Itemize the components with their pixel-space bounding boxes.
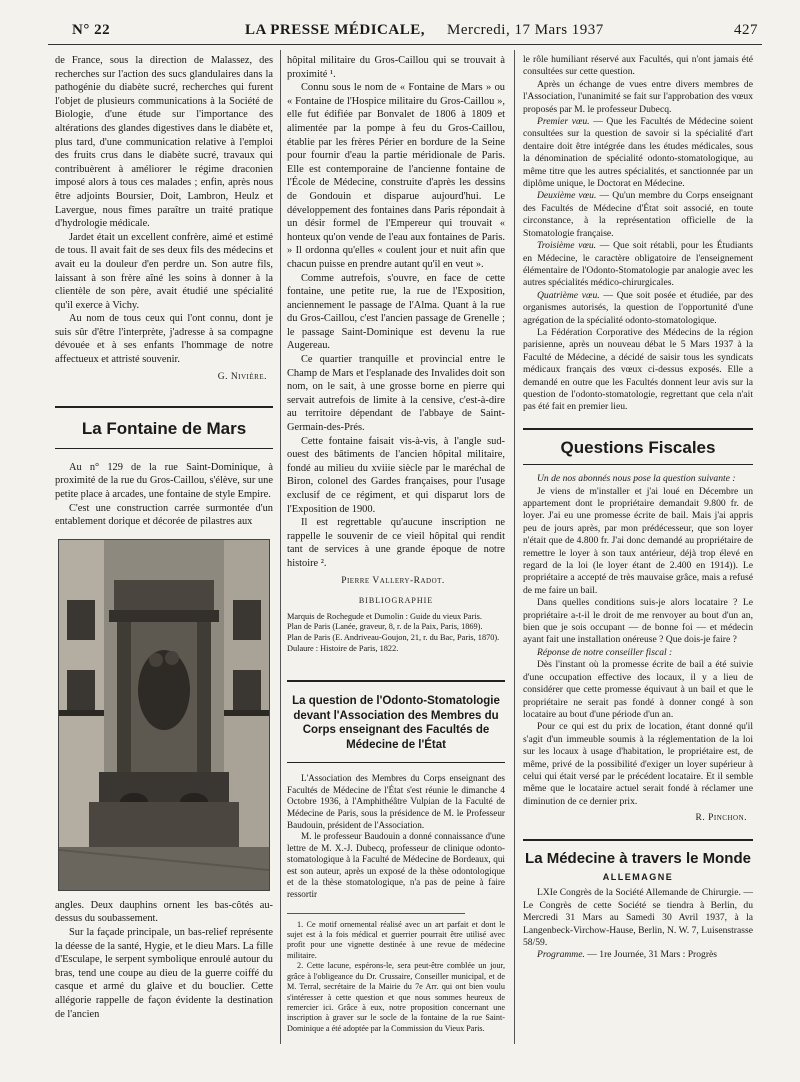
country-heading: ALLEMAGNE <box>602 871 674 882</box>
vow-text: — Que soit posée et étudiée, par des organismes autorisés, la question de l'opportunité d'une agrégation de la spécialité odonto-stomatologique. <box>523 289 753 326</box>
section-rule <box>287 762 505 763</box>
section-rule <box>287 680 505 682</box>
paragraph: Ce quartier tranquille et provincial entre le Champ de Mars et l'esplanade des Invalides doit son nom, on le sait, à une grosse borne en pierre qui servait autrefois de limite à la censive, c'est-à-dire au territoire dépendant de l'abbaye de Saint-Germain-des-Prés. <box>287 354 505 434</box>
article-heading: La question de l'Odonto-Stomatologie devant l'Association des Membres du Corps enseignant des Facultés de Médecine de l'État <box>292 695 500 751</box>
paragraph: C'est une construction carrée surmontée d'un entablement dorique et décorée de pilastres aux <box>55 502 273 528</box>
vow-2 <box>523 190 753 240</box>
paragraph: Jardet était un excellent confrère, aimé et estimé de tous. Il avait fait de ses deux fils des médecins et avait eu la douleur d'en perdre un. Son autre fils, laissant à son frère aîné les soins à donner à la clientèle de son père, avait étudié une spécialité qu'il exerce à Vichy. <box>55 231 273 311</box>
vow-label: Premier vœu. <box>537 116 590 128</box>
vow-4 <box>523 290 753 327</box>
footnotes <box>287 920 505 1034</box>
paragraph: Dans quelles conditions suis-je alors locataire ? Le propriétaire a-t-il le droit de me renvoyer au bout d'un an, bien que je sois occupant — de bonne foi — et médecin ayant fait une installation onéreuse ? Que dois-je faire ? <box>523 597 753 646</box>
program-label: Programme. <box>537 949 585 961</box>
paragraph: Sur la façade principale, un bas-relief représente la déesse de la santé, Hygie, et le dieu Mars. La fille d'Esculape, le serpent symbolique enroulé autour du bras, tend une coupe au dieu de la guerre coiffé du casque et armé du glaive et du bouclier. Cette allégorie rappelle de façon évidente la destination de l'ancien <box>55 927 273 1020</box>
paragraph: L'Association des Membres du Corps enseignant des Facultés de Médecine de l'État s'est réunie le dimanche 4 Octobre 1936, à l'Amphithéâtre Vulpian de la Faculté de Médecine de Paris, sous la présidence de M. le Professeur Baudouin, président de l'Association. <box>287 773 505 830</box>
paragraph: Au n° 129 de la rue Saint-Dominique, à proximité de la rue du Gros-Caillou, s'élève, sur une petite place à arcades, une fontaine de style Empire. <box>55 461 273 501</box>
paragraph: angles. Deux dauphins ornent les bas-côtés au-dessus du soubassement. <box>55 899 273 925</box>
column-3 <box>523 54 753 962</box>
intro-text: Un de nos abonnés nous pose la question suivante : <box>537 473 736 485</box>
vow-text: — Que les Facultés de Médecine soient consultées sur la question de savoir si la spécialité d'art dentaire doit être intégrée dans les études médicales, sous la dénomination de spécialité odonto-stomatologique, au même titre que les autres spécialités, et sanctionnée par un diplôme unique, le Doctorat en Médecine. <box>523 116 753 190</box>
bibliography-item: Marquis de Rochegude et Dumolin : Guide du vieux Paris. <box>287 611 482 621</box>
paragraph: hôpital militaire du Gros-Caillou qui se trouvait à proximité ¹. <box>287 55 505 80</box>
paragraph: LXIe Congrès de la Société Allemande de Chirurgie. — Le Congrès de cette Société se tiendra à Berlin, du Mercredi 31 Mars au Samedi 30 Avril 1937, à la Langenbeck-Virchow-Hause, Berlin, N. W. 7, Luisenstrasse 58/59. <box>523 887 753 948</box>
bibliography-title: BIBLIOGRAPHIE <box>358 596 434 606</box>
paragraph: de France, sous la direction de Malassez, des recherches sur l'action des sucs glandulaires dans la pathogénie du diabète sucré, recherches qui furent l'objet de plusieurs communications à la Société de Biologie, d'une étude sur l'importance des altérations des glandes digestives dans le diabète et, plus tard, d'une communication relative à l'emploi des fruits crus dans le diabète sucré, travaux qui contribuèrent à améliorer le régime draconien imposé alors à tous ces malades ; enfin, après nous être adjoints Boursier, Doit, Lambron, Heulz et Lavergue, nous fîmes paraître un traité pratique d'hydrologie médicale. <box>55 55 273 230</box>
paragraph: Pour ce qui est du prix de location, étant donné qu'il s'agit d'un immeuble soumis à la réglementation de la loi sur les locaux à usage d'habitation, le propriétaire est, de même, privé de la possibilité d'exiger un loyer supérieur à celui qui était versé par le précédent locataire. Et il semble même que le locataire actuel serait fondé à réclamer une diminution de ce dernier prix. <box>523 721 753 807</box>
section-rule <box>523 839 753 841</box>
paragraph: Cette fontaine faisait vis-à-vis, à l'angle sud-ouest des bâtiments de l'ancien hôpital militaire, fondé au milieu du xviiie siècle par le maréchal de Biron, colonel des Gardes françaises, pour l'usage exclusif de ce régiment, et qui disparut lors de l'Exposition de 1900. <box>287 435 505 515</box>
article-heading: La Médecine à travers le Monde <box>525 849 751 867</box>
column-divider <box>280 50 281 1044</box>
journal-title: LA PRESSE MÉDICALE, <box>245 22 425 38</box>
signature: G. Nivière. <box>217 371 267 382</box>
column-1 <box>55 54 273 1021</box>
footnote: 1. Ce motif ornemental réalisé avec un art parfait et dont le sujet est à la fois médical et guerrier pourrait être utilisé avec profit pour une vignette destinée à une revue de médecine militaire. <box>287 919 505 960</box>
column-2 <box>287 54 505 1034</box>
column-divider <box>514 50 515 1044</box>
vow-label: Troisième vœu. <box>537 240 597 252</box>
header-rule <box>48 44 762 45</box>
fountain-illustration <box>59 540 269 890</box>
paragraph: Dès l'instant où la promesse écrite de bail a été suivie d'une occupation effective des locaux, il y a lieu de considérer que cette promesse équivaut à un bail et que le propriétaire ne serait pas fondé à donner congé à son locataire au bout d'une période d'un an. <box>523 659 753 720</box>
paragraph: le rôle humiliant réservé aux Facultés, qui n'ont jamais été consultées sur cette question. <box>523 54 753 78</box>
section-rule <box>523 464 753 465</box>
article-heading: Questions Fiscales <box>560 437 716 457</box>
vow-label: Deuxième vœu. <box>537 190 597 202</box>
vow-text: — Qu'un membre du Corps enseignant des Facultés de Médecine d'État soit associé, en toute circonstance, à la représentation officielle de la Stomatologie française. <box>523 190 753 239</box>
page-number: 427 <box>734 22 758 38</box>
paragraph: Au nom de tous ceux qui l'ont connu, dont je suis sûr d'être l'interprète, j'adresse à sa compagne dévouée et à ses enfants l'hommage de notre affectueux et attristé souvenir. <box>55 313 273 366</box>
issue-number: N° 22 <box>72 22 111 38</box>
section-rule <box>55 406 273 408</box>
reply-label: Réponse de notre conseiller fiscal : <box>537 646 673 658</box>
bibliography-item: Plan de Paris (E. Andriveau-Goujon, 21, r. du Bac, Paris, 1870). <box>287 632 500 642</box>
issue-date: Mercredi, 17 Mars 1937 <box>447 22 604 38</box>
bibliography-item: Plan de Paris (Lanée, graveur, 8, r. de la Paix, Paris, 1869). <box>287 622 483 632</box>
paragraph: M. le professeur Baudouin a donné connaissance d'une lettre de M. X.-J. Dubecq, professeur de clinique odonto-stomatologique à la Faculté de Médecine de Bordeaux, qui est son auteur, après un exposé de la thèse odontologique et de la thèse stomatologique, n'a pas de peine à faire ressortir <box>287 831 505 900</box>
page-header <box>30 22 770 44</box>
signature: Pierre Vallery-Radot. <box>341 575 445 586</box>
paragraph: Je viens de m'installer et j'ai loué en Décembre un appartement dont le propriétaire demandait 9.800 fr. de loyer. J'ai eu une promesse écrite de bail. Mais j'ai appris peu de jours après, par mon prédécesseur, que son loyer n'était que de 4.800 fr. J'ai donc demandé au propriétaire de remettre le loyer à son taux antérieur, déjà trop élevé en regard de la loi (le loyer étant de 2.400 en 1914)). Le propriétaire a accepté de très mauvaise grâce, mais a refusé de me faire un bail. <box>523 485 753 596</box>
program-text: — 1re Journée, 31 Mars : Progrès <box>584 949 718 961</box>
bibliography-item: Dulaure : Histoire de Paris, 1822. <box>287 643 399 653</box>
article-heading: La Fontaine de Mars <box>81 419 247 439</box>
paragraph: Comme autrefois, s'ouvre, en face de cette fontaine, une petite rue, la rue de l'Exposition, anciennement le passage de l'Alma. Quant à la rue du Gros-Caillou, c'est l'ancien passage de Grenelle ; le passage Saint-Dominique est devenu la rue Augereau. <box>287 272 505 352</box>
vow-label: Quatrième vœu. <box>537 289 600 301</box>
paragraph: Connu sous le nom de « Fontaine de Mars » ou « Fontaine de l'Hospice militaire du Gros-Caillou », elle fut édifiée par Bonvalet de 1806 à 1809 et alimentée par la pompe à feu du Gros-Caillou, établie par les frères Périer en bordure de la Seine pour fournir d'eau la partie méridionale de Paris. Elle est contemporaine de l'ancienne fontaine de l'École de Médecine, construite d'après les dessins de Gondouin et disparue aujourd'hui. Le développement des fontaines dans Paris répondait à un désir formel de l'Empereur qui trouvait « honteux qu'on vende de l'eau aux fontaines de Paris. » Il ordonna qu'elles « coulent jour et nuit afin que chacun puisse en prendre autant qu'il en veut ». <box>287 82 505 270</box>
paragraph: Après un échange de vues entre divers membres de l'Association, l'unanimité se fait sur l'approbation des vœux proposés par M. le professeur Dubecq. <box>523 78 753 115</box>
fountain-photo <box>58 539 270 891</box>
vow-1 <box>523 116 753 190</box>
bibliography <box>287 612 505 654</box>
footnote: 2. Cette lacune, espérons-le, sera peut-être comblée un jour, grâce à l'obligeance du Dr. Crussaire, Conseiller municipal, et de M. Terral, secrétaire de la Mairie du 7e Arr. qui ont bien voulu s'intéresser à cette question et que nous sommes heureux de remercier ici. Grâce à eux, notre proposition concernant une inscription à graver sur le socle de la fontaine de la rue Saint-Dominique a été adoptée par la Commission du Vieux Paris. <box>287 961 505 1033</box>
paragraph: La Fédération Corporative des Médecins de la région parisienne, après un nouveau débat le 5 Mars 1937 à la Faculté de Médecine, a décidé de saisir tous les syndicats médicaux français des vœux ci-dessus exposés. Elle a demandé en outre que les Facultés donnent leur avis sur la question de l'odonto-stomatologie, regrettant que cela n'ait pas été fait en premier lieu. <box>523 326 753 413</box>
section-rule <box>523 428 753 430</box>
paragraph: Il est regrettable qu'aucune inscription ne rappelle le souvenir de ce vieil hôpital qui rendit tant de services à une grande époque de notre histoire ². <box>287 517 505 569</box>
signature: R. Pinchon. <box>695 813 747 824</box>
section-rule <box>55 448 273 449</box>
vow-3 <box>523 240 753 290</box>
vow-text: — Que soit rétabli, pour les Étudiants en Médecine, le caractère obligatoire de l'enseignement élémentaire de l'Odonto-Stomatologie par analogie avec les autres spécialités médico-chirurgicales. <box>523 240 753 289</box>
